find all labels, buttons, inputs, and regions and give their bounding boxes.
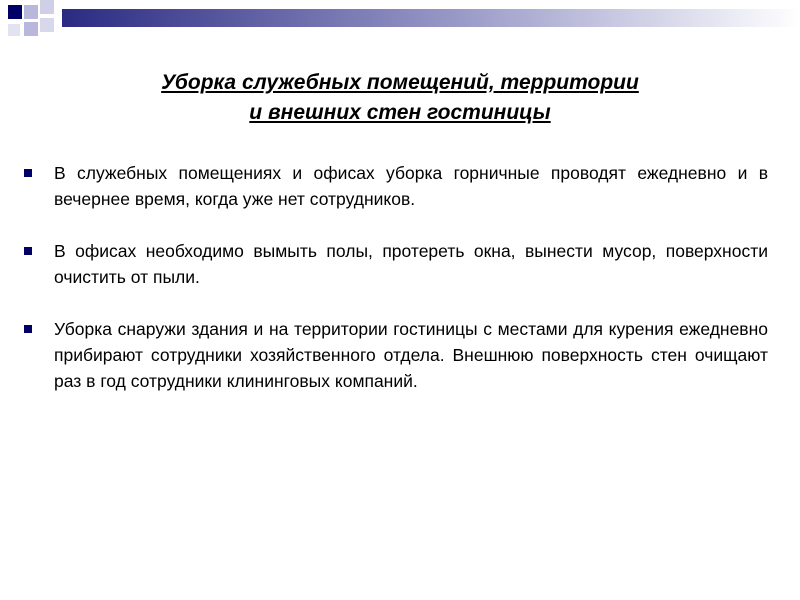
bullet-item	[24, 316, 768, 394]
header-square-light	[24, 22, 38, 36]
header-gradient-bar	[62, 9, 800, 27]
bullet-list	[24, 160, 768, 420]
bullet-text: Уборка снаружи здания и на территории гостиницы с местами для курения ежедневно прибирают сотрудники хозяйственного отдела. Внешнюю поверхность стен очищают раз в год сотрудники клининговых компаний.	[54, 319, 768, 391]
bullet-text: В офисах необходимо вымыть полы, протереть окна, вынести мусор, поверхности очистить от пыли.	[54, 241, 768, 287]
bullet-item	[24, 238, 768, 290]
header-square-light	[40, 18, 54, 32]
header-decoration	[0, 0, 800, 60]
header-square-light	[8, 24, 20, 36]
header-square-dark	[8, 5, 22, 19]
square-bullet-icon	[24, 169, 32, 177]
bullet-item	[24, 160, 768, 212]
header-square-light	[24, 5, 38, 19]
header-square-light	[40, 0, 54, 14]
bullet-text: В служебных помещениях и офисах уборка горничные проводят ежедневно и в вечернее время, когда уже нет сотрудников.	[54, 163, 768, 209]
slide-title-line-2: и внешних стен гостиницы	[249, 101, 551, 124]
square-bullet-icon	[24, 247, 32, 255]
slide-title	[40, 68, 760, 128]
square-bullet-icon	[24, 325, 32, 333]
slide-title-line-1: Уборка служебных помещений, территории	[161, 71, 639, 94]
